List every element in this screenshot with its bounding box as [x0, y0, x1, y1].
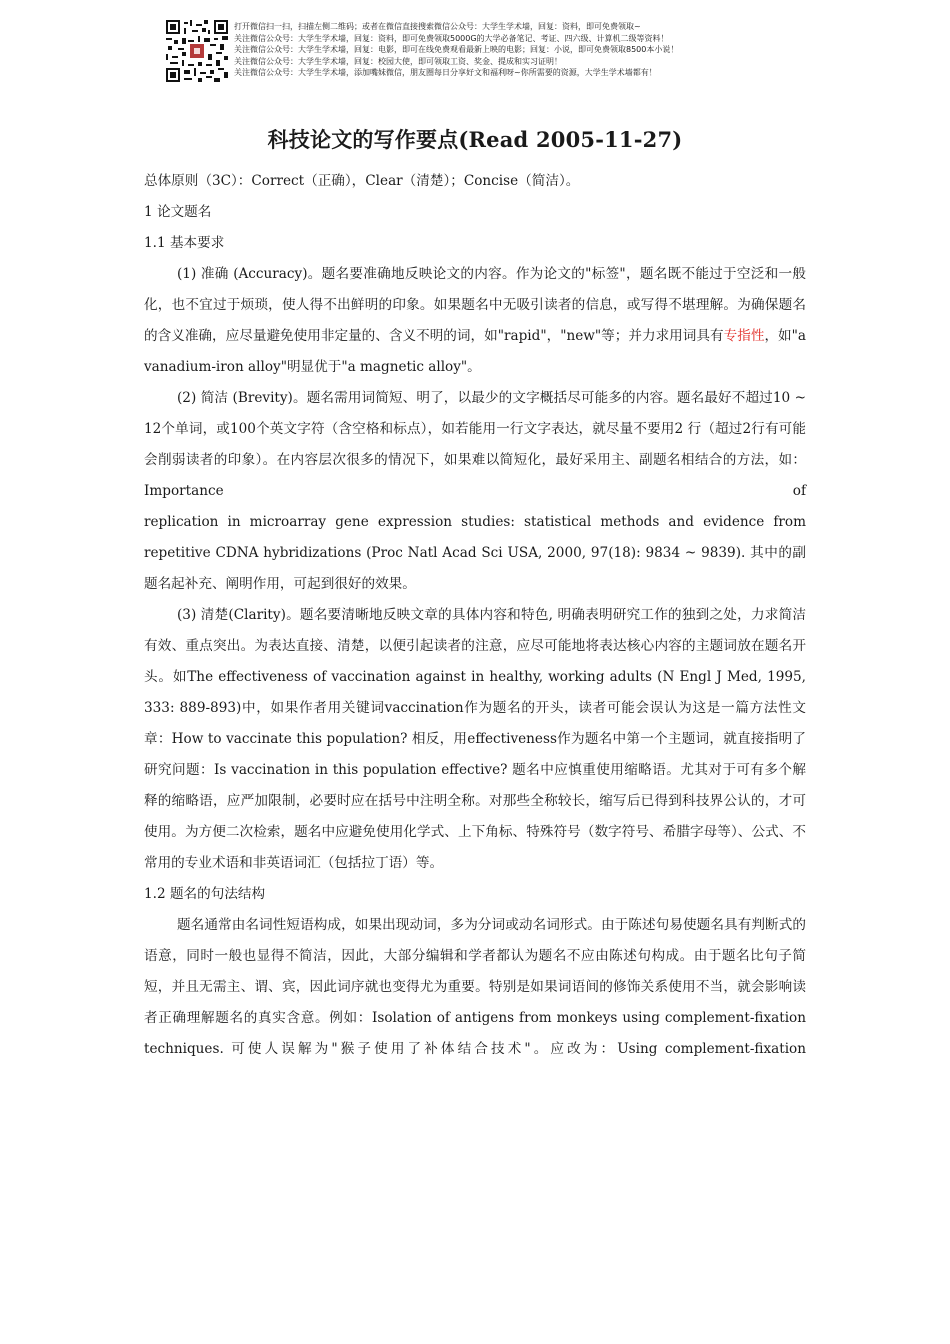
paragraph-accuracy	[144, 259, 806, 383]
paragraph-accuracy-text: (1) 准确 (Accuracy)。题名要准确地反映论文的内容。作为论文的"标签"，题名既不能过于空泛和一般化，也不宜过于烦琐，使人得不出鲜明的印象。如果题名中无吸引读者的信息，或写得不堪理解。为确保题名的含义准确，应尽量避免使用非定量的、含义不明的词，如"rapid"，"new"等；并力求用词具有	[144, 266, 806, 344]
paragraph-brevity-cont: replication in microarray gene expression studies: statistical methods and evidence from repetitive CDNA hybridizations (Proc Natl Acad Sci USA, 2000, 97(18): 9834 ~ 9839). 其中的副题名起补充、阐明作用，可起到很好的效果。	[144, 514, 806, 592]
qr-code-icon[interactable]	[166, 20, 228, 82]
promo-text-block	[234, 21, 774, 79]
section-heading-1: 1 论文题名	[144, 204, 212, 220]
promo-line: 打开微信扫一扫，扫描左侧二维码；或者在微信直接搜索微信公众号：大学生学术墙，回复：资料，即可免费领取~	[234, 22, 641, 31]
promo-line: 关注微信公众号：大学生学术墙，回复：电影，即可在线免费观看最新上映的电影；回复：小说，即可免费领取8500本小说！	[234, 45, 679, 55]
subsection-heading-1-1: 1.1 基本要求	[144, 235, 225, 251]
document-body	[144, 166, 806, 1065]
promo-line: 关注微信公众号：大学生学术墙，添加嘴妹微信，朋友圈每日分享好文和福利呀~你所需要的资源，大学生学术墙都有！	[234, 68, 657, 78]
principle-line: 总体原则（3C）：Correct（正确），Clear（清楚）；Concise（简洁）。	[144, 173, 580, 189]
highlighted-term: 专指性	[723, 328, 765, 344]
paragraph-clarity: (3) 清楚(Clarity)。题名要清晰地反映文章的具体内容和特色, 明确表明研究工作的独到之处，力求简洁有效、重点突出。为表达直接、清楚，以便引起读者的注意，应尽可能地将表达核心内容的主题词放在题名开头。如The effectiveness of vaccination against in healthy, working adults (N Engl J Med, 1995, 333: 889-893)中，如果作者用关键词vaccination作为题名的开头，读者可能会误认为这是一篇方法性文章：How to vaccinate this population? 相反，用effectiveness作为题名中第一个主题词，就直接指明了研究问题：Is vaccination in this population effective? 题名中应慎重使用缩略语。尤其对于可有多个解释的缩略语，应严加限制，必要时应在括号中注明全称。对那些全称较长，缩写后已得到科技界公认的，才可使用。为方便二次检索，题名中应避免使用化学式、上下角标、特殊符号（数字符号、希腊字母等）、公式、不常用的专业术语和非英语词汇（包括拉丁语）等。	[144, 607, 806, 871]
promo-header	[166, 20, 766, 86]
subsection-heading-1-2: 1.2 题名的句法结构	[144, 886, 266, 902]
promo-line: 关注微信公众号：大学生学术墙，回复：资料，即可免费领取5000G的大学必备笔记、考证、四六级、计算机二级等资料！	[234, 33, 669, 43]
paragraph-brevity: (2) 简洁 (Brevity)。题名需用词简短、明了，以最少的文字概括尽可能多的内容。题名最好不超过10 ~ 12个单词，或100个英文字符（含空格和标点），如若能用一行文字表达，就尽量不要用2 行（超过2行有可能会削弱读者的印象）。在内容层次很多的情况下，如果难以简短化，最好采用主、副题名相结合的方法，如：Importance of	[144, 390, 806, 499]
promo-line: 关注微信公众号：大学生学术墙，回复：校园大使，即可领取工资、奖金、提成和实习证明！	[234, 56, 562, 66]
paragraph-accuracy-text-end: ，如"a vanadium-iron alloy"明显优于"a magnetic alloy"。	[144, 328, 807, 375]
page-title: 科技论文的写作要点(Read 2005-11-27)	[267, 127, 683, 152]
paragraph-syntax: 题名通常由名词性短语构成，如果出现动词，多为分词或动名词形式。由于陈述句易使题名具有判断式的语意，同时一般也显得不简洁，因此，大部分编辑和学者都认为题名不应由陈述句构成。由于题名比句子简短，并且无需主、谓、宾，因此词序就也变得尤为重要。特别是如果词语间的修饰关系使用不当，就会影响读者正确理解题名的真实含意。例如：Isolation of antigens from monkeys using complement-fixation techniques. 可使人误解为"猴子使用了补体结合技术"。应改为：Using complement-fixation	[144, 917, 806, 1057]
